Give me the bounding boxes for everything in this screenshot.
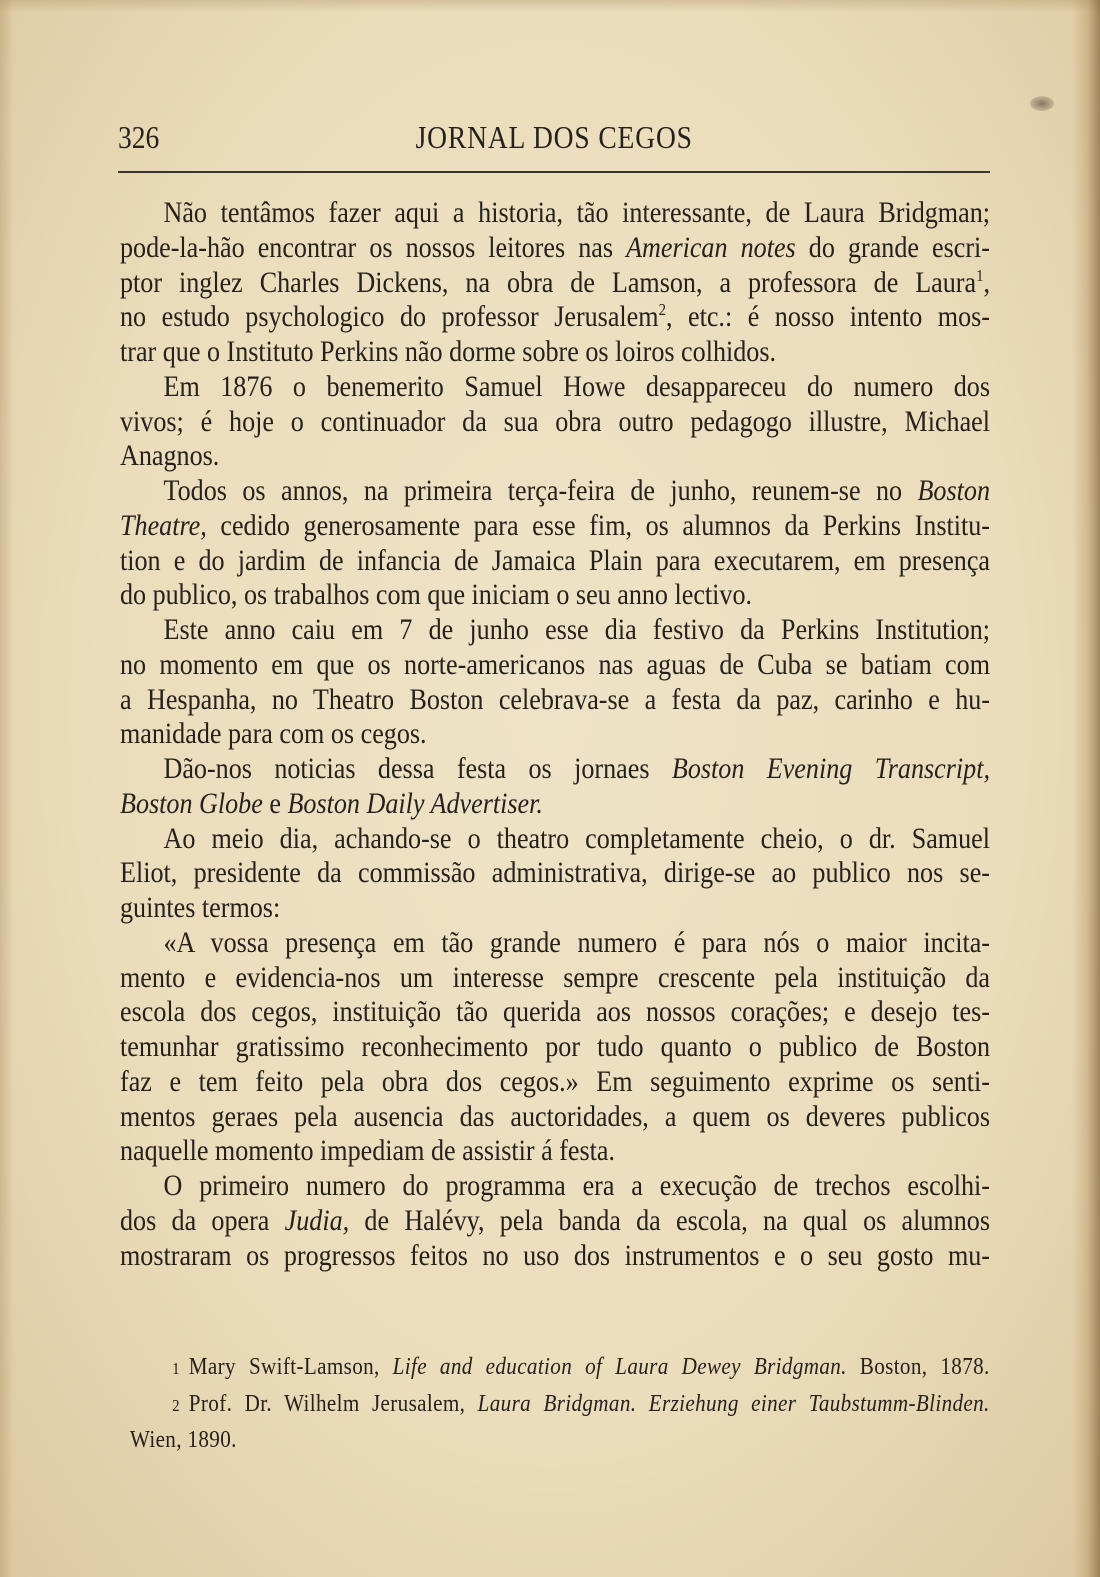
text-line bbox=[120, 926, 990, 961]
line-text: guintes termos: bbox=[120, 891, 281, 924]
footnote bbox=[122, 1349, 990, 1386]
text-line bbox=[120, 335, 990, 370]
italic-text: Theatre, bbox=[120, 508, 207, 542]
italic-text: Life and education of Laura Dewey Bridgman. bbox=[392, 1354, 847, 1380]
paragraph bbox=[120, 822, 990, 926]
line-text: mento e evidencia-nos um interesse sempre crescente pela instituição da bbox=[120, 960, 990, 994]
line-text: faz e tem feito pela obra dos cegos.» Em seguimento exprime os senti- bbox=[120, 1064, 990, 1098]
text-segment: , etc.: é nosso intento mos- bbox=[665, 300, 990, 334]
text-line bbox=[120, 1065, 990, 1100]
line-text bbox=[120, 787, 990, 822]
text-line bbox=[120, 683, 990, 718]
line-text: naquelle momento impediam de assistir á festa. bbox=[120, 1134, 616, 1168]
line-text bbox=[120, 266, 990, 301]
page-edge-shadow-right bbox=[1072, 0, 1100, 1577]
line-text: mentos geraes pela ausencia das auctoridades, a quem os deveres publicos bbox=[120, 1099, 990, 1133]
text-line bbox=[120, 961, 990, 996]
text-line bbox=[120, 474, 990, 509]
text-line bbox=[120, 787, 990, 822]
footnote-marker: 1 bbox=[172, 1359, 180, 1378]
paragraph bbox=[120, 752, 990, 822]
running-title-wrap bbox=[118, 118, 990, 156]
line-text: O primeiro numero do programma era a execução de trechos escolhi- bbox=[163, 1169, 990, 1202]
text-segment: de Halévy, pela banda da escola, na qual os alumnos bbox=[349, 1203, 990, 1237]
page-number: 326 bbox=[118, 119, 160, 155]
footnote-reference: 2 bbox=[658, 300, 666, 320]
line-text bbox=[120, 231, 990, 266]
line-text: escola dos cegos, instituição tão querida aos nossos corações; e desejo tes- bbox=[120, 995, 990, 1029]
italic-text: Judia, bbox=[284, 1203, 350, 1237]
page-edge-shadow-left bbox=[0, 0, 14, 1577]
text-line bbox=[120, 196, 990, 231]
text-line bbox=[120, 1100, 990, 1135]
line-text: «A vossa presença em tão grande numero é para nós o maior incita- bbox=[163, 925, 990, 959]
text-segment: Prof. Dr. Wilhelm Jerusalem, bbox=[188, 1390, 478, 1417]
text-line bbox=[120, 1134, 990, 1169]
line-text: do publico, os trabalhos com que iniciam o seu anno lectivo. bbox=[120, 578, 753, 612]
italic-text: Laura Bridgman. Erziehung einer Taubstumm-Blinden. bbox=[477, 1390, 990, 1417]
text-segment: Boston, 1878. bbox=[846, 1354, 990, 1380]
text-line bbox=[120, 891, 990, 926]
text-line bbox=[120, 300, 990, 335]
line-text: Ao meio dia, achando-se o theatro completamente cheio, o dr. Samuel bbox=[163, 821, 990, 855]
footnote-marker: 2 bbox=[172, 1395, 180, 1415]
line-text: mostraram os progressos feitos no uso dos instrumentos e o seu gosto mu- bbox=[120, 1238, 990, 1272]
line-text: vivos; é hoje o continuador da sua obra outro pedagogo illustre, Michael bbox=[120, 404, 990, 438]
text-line bbox=[120, 578, 990, 613]
line-text: no momento em que os norte-americanos nas aguas de Cuba se batiam com bbox=[120, 647, 990, 681]
text-line bbox=[120, 752, 990, 787]
text-segment: dos da opera bbox=[120, 1203, 285, 1237]
running-header bbox=[118, 118, 990, 156]
text-line bbox=[120, 1239, 990, 1274]
paper-stain bbox=[1030, 96, 1054, 111]
line-text: tion e do jardim de infancia de Jamaica Plain para executarem, em presença bbox=[120, 543, 990, 577]
italic-text: Boston Globe bbox=[120, 786, 263, 820]
italic-text: Boston Daily Advertiser. bbox=[287, 786, 543, 820]
italic-text: American notes bbox=[626, 230, 796, 264]
text-segment: e bbox=[262, 786, 288, 820]
line-text bbox=[120, 474, 990, 509]
footnote-line bbox=[122, 1422, 990, 1459]
text-line bbox=[120, 1204, 990, 1239]
line-text bbox=[120, 752, 990, 787]
text-line bbox=[120, 613, 990, 648]
paragraph bbox=[120, 613, 990, 752]
footnote-reference: 1 bbox=[976, 265, 984, 285]
footnote-text bbox=[122, 1349, 990, 1388]
text-segment: Dão-nos noticias dessa festa os jornaes bbox=[163, 752, 672, 785]
line-text bbox=[120, 300, 990, 335]
italic-text: Boston Evening Transcript, bbox=[671, 752, 990, 785]
text-segment: cedido generosamente para esse fim, os alumnos da Perkins Institu- bbox=[206, 508, 990, 542]
footnote bbox=[122, 1386, 990, 1459]
text-line bbox=[120, 648, 990, 683]
footnotes bbox=[122, 1349, 990, 1459]
paragraph bbox=[120, 926, 990, 1169]
line-text: trar que o Instituto Perkins não dorme sobre os loiros colhidos. bbox=[120, 335, 777, 368]
body-text bbox=[120, 196, 990, 1273]
paragraph bbox=[120, 370, 990, 474]
paragraph bbox=[120, 196, 990, 370]
line-text: Este anno caiu em 7 de junho esse dia festivo da Perkins Institution; bbox=[163, 613, 990, 646]
text-segment: ptor inglez Charles Dickens, na obra de Lamson, a professora de Laura bbox=[120, 265, 977, 299]
footnote-text bbox=[122, 1386, 990, 1425]
line-text: a Hespanha, no Theatro Boston celebrava-se a festa da paz, carinho e hu- bbox=[120, 682, 990, 716]
text-line bbox=[120, 370, 990, 405]
footnote-text: Wien, 1890. bbox=[129, 1427, 237, 1453]
text-line bbox=[120, 1030, 990, 1065]
line-text: Anagnos. bbox=[120, 439, 220, 473]
text-segment: do grande escri- bbox=[795, 230, 990, 264]
paragraph bbox=[120, 474, 990, 613]
text-line bbox=[120, 856, 990, 891]
text-line bbox=[120, 1169, 990, 1204]
italic-text: Boston bbox=[917, 474, 990, 507]
text-segment: , bbox=[983, 265, 990, 299]
text-segment: Todos os annos, na primeira terça-feira de junho, reunem-se no bbox=[163, 474, 918, 507]
line-text bbox=[120, 1204, 990, 1239]
text-line bbox=[120, 822, 990, 857]
text-line bbox=[120, 405, 990, 440]
text-line bbox=[120, 266, 990, 301]
text-line bbox=[120, 439, 990, 474]
line-text: manidade para com os cegos. bbox=[120, 717, 427, 751]
running-title: JORNAL DOS CEGOS bbox=[415, 119, 693, 155]
line-text: Não tentâmos fazer aqui a historia, tão interessante, de Laura Bridgman; bbox=[163, 196, 990, 229]
line-text: temunhar gratissimo reconhecimento por tudo quanto o publico de Boston bbox=[120, 1030, 990, 1063]
text-line bbox=[120, 544, 990, 579]
text-line bbox=[120, 231, 990, 266]
text-segment: no estudo psychologico do professor Jerusalem bbox=[120, 300, 659, 334]
page-edge-shadow-top bbox=[0, 0, 1100, 12]
text-segment: pode-la-hão encontrar os nossos leitores nas bbox=[120, 230, 627, 264]
footnote-line bbox=[122, 1349, 990, 1386]
text-line bbox=[120, 995, 990, 1030]
footnote-line bbox=[122, 1386, 990, 1423]
line-text bbox=[120, 509, 990, 544]
line-text: Em 1876 o benemerito Samuel Howe desappareceu do numero dos bbox=[163, 369, 990, 403]
paragraph bbox=[120, 1169, 990, 1273]
text-line bbox=[120, 717, 990, 752]
line-text: Eliot, presidente da commissão administrativa, dirige-se ao publico nos se- bbox=[120, 856, 990, 890]
header-rule bbox=[118, 171, 990, 173]
text-segment: Mary Swift-Lamson, bbox=[188, 1354, 393, 1380]
text-line bbox=[120, 509, 990, 544]
